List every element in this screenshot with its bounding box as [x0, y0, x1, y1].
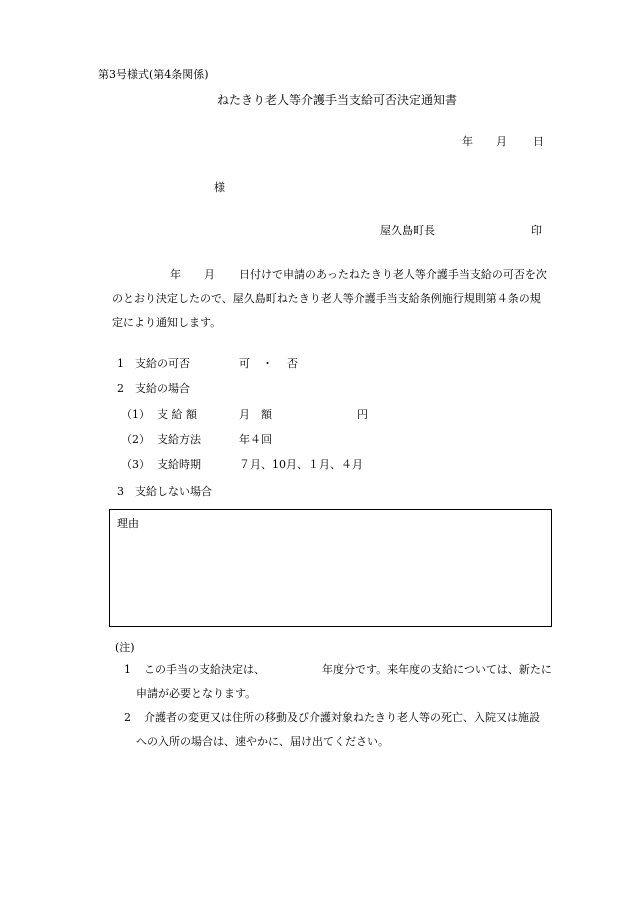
date-day: 日: [533, 135, 544, 148]
document-title: ねたきり老人等介護手当支給可否決定通知書: [217, 93, 458, 107]
reject-option: 否: [287, 357, 298, 370]
date-year: 年: [462, 135, 473, 148]
item-3-label: 支給しない場合: [135, 485, 212, 498]
item-2-number: 2: [117, 382, 124, 395]
note-1-text-c: 申請が必要となります。: [136, 687, 257, 700]
payment-method-value: 年４回: [239, 433, 272, 446]
option-separator: ・: [262, 357, 273, 370]
item-2-label: 支給の場合: [135, 382, 190, 395]
body-line-3: 定により通知します。: [112, 316, 222, 329]
body-year: 年: [170, 268, 181, 281]
sub-item-3-number: （3）: [121, 458, 150, 471]
issuer-name: 屋久島町長: [380, 224, 435, 237]
body-month: 月: [204, 268, 215, 281]
sub-item-2-number: （2）: [121, 433, 150, 446]
notes-header: (注): [115, 641, 135, 654]
seal-mark: 印: [531, 224, 542, 237]
body-line-1: 日付けで申請のあったねたきり老人等介護手当支給の可否を次: [239, 268, 547, 281]
note-2-number: 2: [124, 711, 131, 724]
item-3-number: 3: [117, 485, 124, 498]
note-2-text-b: への入所の場合は、速やかに、届け出てください。: [136, 735, 389, 748]
payment-timing-value: ７月、10月、１月、４月: [239, 458, 363, 471]
note-1-text-b: 年度分です。来年度の支給については、新たに: [322, 663, 552, 676]
sub-item-2-label: 支給方法: [157, 433, 201, 446]
item-1-label: 支給の可否: [135, 357, 190, 370]
note-1-number: 1: [124, 663, 131, 676]
reason-label: 理由: [117, 517, 139, 530]
date-month: 月: [496, 135, 507, 148]
body-line-2: のとおり決定したので、屋久島町ねたきり老人等介護手当支給条例施行規則第４条の規: [112, 292, 541, 305]
form-id: 第3号様式(第4条関係): [98, 68, 209, 81]
sub-item-1-label: 支 給 額: [157, 408, 197, 421]
recipient-suffix: 様: [214, 181, 225, 194]
item-1-number: 1: [117, 357, 124, 370]
approve-option: 可: [239, 357, 250, 370]
sub-item-1-number: （1）: [121, 408, 150, 421]
yen-unit: 円: [357, 408, 368, 421]
reason-box: [109, 509, 552, 627]
monthly-amount-label: 月 額: [239, 408, 272, 421]
note-2-text-a: 介護者の変更又は住所の移動及び介護対象ねたきり老人等の死亡、入院又は施設: [144, 711, 540, 724]
sub-item-3-label: 支給時期: [157, 458, 201, 471]
note-1-text-a: この手当の支給決定は、: [144, 663, 265, 676]
